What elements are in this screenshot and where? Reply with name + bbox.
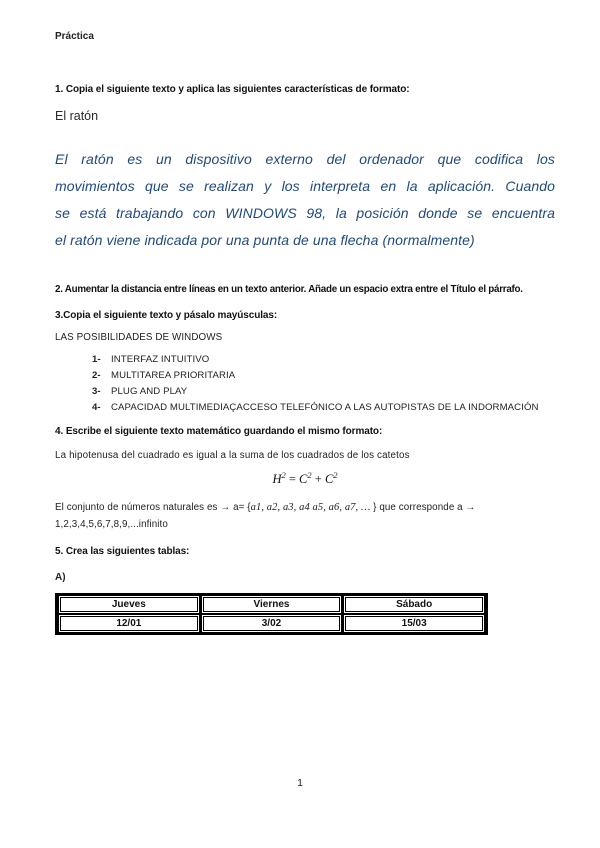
blue-paragraph (55, 146, 555, 254)
formula-plus: + (311, 472, 325, 487)
section4-intro: La hipotenusa del cuadrado es igual a la suma de los cuadrados de los catetos (55, 450, 410, 461)
formula-var-h: H (272, 472, 282, 487)
formula-equals: = (285, 472, 300, 487)
table-label: A) (55, 572, 66, 584)
set-line-math: a1, a2, a3, a4 a5, a6, a7, … (250, 502, 374, 514)
table-header-row (59, 596, 484, 613)
list-item-number: 2- (92, 370, 101, 381)
list-item (92, 400, 555, 416)
list-item-text: MULTITAREA PRIORITARIA (111, 370, 236, 381)
set-line-prefix: El conjunto de números naturales es → a= { (55, 502, 251, 514)
list-item-number: 3- (92, 386, 101, 397)
table-header-cell: Sábado (345, 597, 483, 612)
list-item-number: 1- (92, 354, 101, 365)
document-content (55, 0, 555, 635)
blue-paragraph-line: se está trabajando con WINDOWS 98, la posición donde se encuentra (55, 205, 555, 221)
formula-superscript: 2 (281, 470, 286, 480)
formula-superscript: 2 (307, 470, 312, 480)
list-item-text: PLUG AND PLAY (111, 386, 188, 397)
list-item-text: INTERFAZ INTUITIVO (111, 354, 210, 365)
table-row (59, 615, 484, 632)
days-table (55, 593, 488, 635)
formula-var-c1: C (299, 472, 308, 487)
table-cell: 3/02 (203, 616, 341, 631)
numbered-list (55, 352, 555, 416)
list-item (92, 352, 555, 368)
blue-paragraph-line: movimientos que se realizan y los interpreta en la aplicación. Cuando (55, 178, 555, 194)
table-cell: 12/01 (60, 616, 198, 631)
list-item (92, 384, 555, 400)
naturals-set-line1 (55, 499, 555, 516)
section3-heading: 3.Copia el siguiente texto y pásalo mayúsculas: (55, 310, 278, 321)
table-header-cell: Jueves (60, 597, 198, 612)
table-header-cell: Viernes (203, 597, 341, 612)
table-cell: 15/03 (345, 616, 483, 631)
page-number: 1 (297, 777, 303, 789)
formula-superscript: 2 (333, 470, 338, 480)
document-title: Práctica (55, 31, 94, 42)
section2-heading: 2. Aumentar la distancia entre líneas en un texto anterior. Añade un espacio extra entre el Título el párrafo. (55, 284, 523, 295)
section5-heading: 5. Crea las siguientes tablas: (55, 546, 190, 558)
naturals-set-paragraph (55, 499, 555, 533)
section1-heading: 1. Copia el siguiente texto y aplica las siguientes características de formato: (55, 84, 410, 95)
section1-subtitle: El ratón (55, 109, 99, 123)
blue-paragraph-line: El ratón es un dispositivo externo del ordenador que codifica los (55, 151, 555, 167)
section4-heading: 4. Escribe el siguiente texto matemático guardando el mismo formato: (55, 426, 383, 437)
list-item-number: 4- (92, 402, 101, 413)
list-item (92, 368, 555, 384)
section3-subtitle: LAS POSIBILIDADES DE WINDOWS (55, 332, 223, 343)
naturals-set-line2: 1,2,3,4,5,6,7,8,9,...infinito (55, 519, 168, 531)
list-item-text: CAPACIDAD MULTIMEDIAÇACCESO TELEFÓNICO A LAS AUTOPISTAS DE LA INDORMACIÓN (111, 402, 539, 413)
blue-paragraph-line: el ratón viene indicada por una punta de una flecha (normalmente) (55, 232, 475, 248)
set-line-suffix: } que corresponde a → (373, 502, 476, 514)
formula-var-c2: C (324, 472, 334, 487)
math-formula (55, 470, 555, 487)
